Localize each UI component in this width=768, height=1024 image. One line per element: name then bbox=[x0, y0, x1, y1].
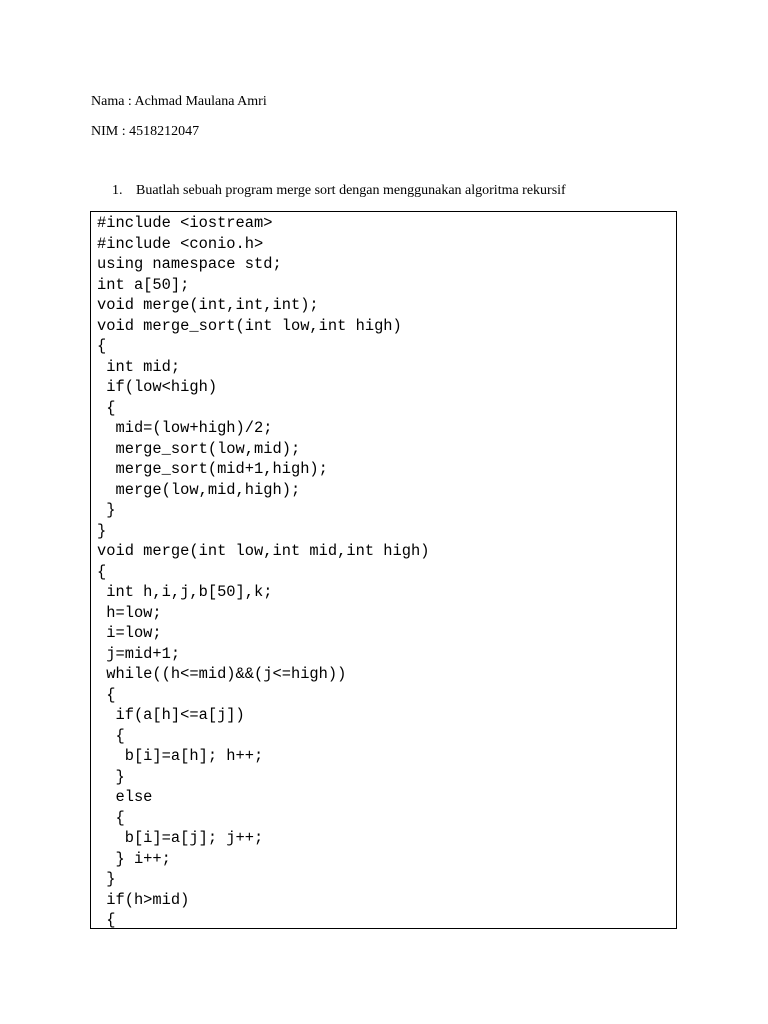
code-line: { bbox=[97, 337, 107, 355]
code-line: } bbox=[97, 870, 116, 888]
code-line: i=low; bbox=[97, 624, 162, 642]
code-line: int mid; bbox=[97, 357, 181, 376]
code-line: b[i]=a[h]; h++; bbox=[97, 747, 264, 765]
code-line: } bbox=[97, 767, 125, 786]
question-text: Buatlah sebuah program merge sort dengan menggunakan algoritma rekursif bbox=[136, 183, 566, 198]
code-line: h=low; bbox=[97, 603, 162, 622]
code-line: j=mid+1; bbox=[97, 644, 181, 663]
code-line: } i++; bbox=[97, 849, 171, 868]
code-line: { bbox=[97, 562, 107, 581]
code-line: if(low<high) bbox=[97, 378, 218, 396]
code-line: { bbox=[97, 726, 125, 745]
code-line: merge(low,mid,high); bbox=[97, 480, 301, 499]
code-line: #include <iostream> bbox=[97, 214, 273, 232]
question-number: 1. bbox=[112, 183, 123, 198]
code-line: while((h<=mid)&&(j<=high)) bbox=[97, 665, 347, 683]
code-line: merge_sort(mid+1,high); bbox=[97, 460, 328, 478]
code-line: using namespace std; bbox=[97, 255, 282, 273]
code-line: else bbox=[97, 788, 153, 806]
student-nim-line: NIM : 4518212047 bbox=[91, 124, 200, 139]
code-line: b[i]=a[j]; j++; bbox=[97, 829, 264, 847]
code-line: #include <conio.h> bbox=[97, 234, 264, 253]
code-line: void merge_sort(int low,int high) bbox=[97, 316, 402, 335]
code-line: { bbox=[97, 808, 125, 827]
code-line: if(h>mid) bbox=[97, 890, 190, 909]
code-line: { bbox=[97, 685, 116, 704]
code-line: } bbox=[97, 501, 116, 519]
code-line: if(a[h]<=a[j]) bbox=[97, 706, 245, 724]
code-line: { bbox=[97, 398, 116, 417]
code-line: } bbox=[97, 521, 107, 540]
code-line: { bbox=[97, 911, 116, 929]
student-name-line: Nama : Achmad Maulana Amri bbox=[91, 94, 267, 109]
code-line: void merge(int,int,int); bbox=[97, 296, 319, 314]
code-listing-box bbox=[90, 211, 677, 929]
code-line: mid=(low+high)/2; bbox=[97, 419, 273, 437]
code-line: int a[50]; bbox=[97, 275, 190, 294]
code-line: void merge(int low,int mid,int high) bbox=[97, 542, 430, 560]
code-line: int h,i,j,b[50],k; bbox=[97, 583, 273, 601]
question-item bbox=[112, 183, 566, 199]
code-line: merge_sort(low,mid); bbox=[97, 439, 301, 458]
